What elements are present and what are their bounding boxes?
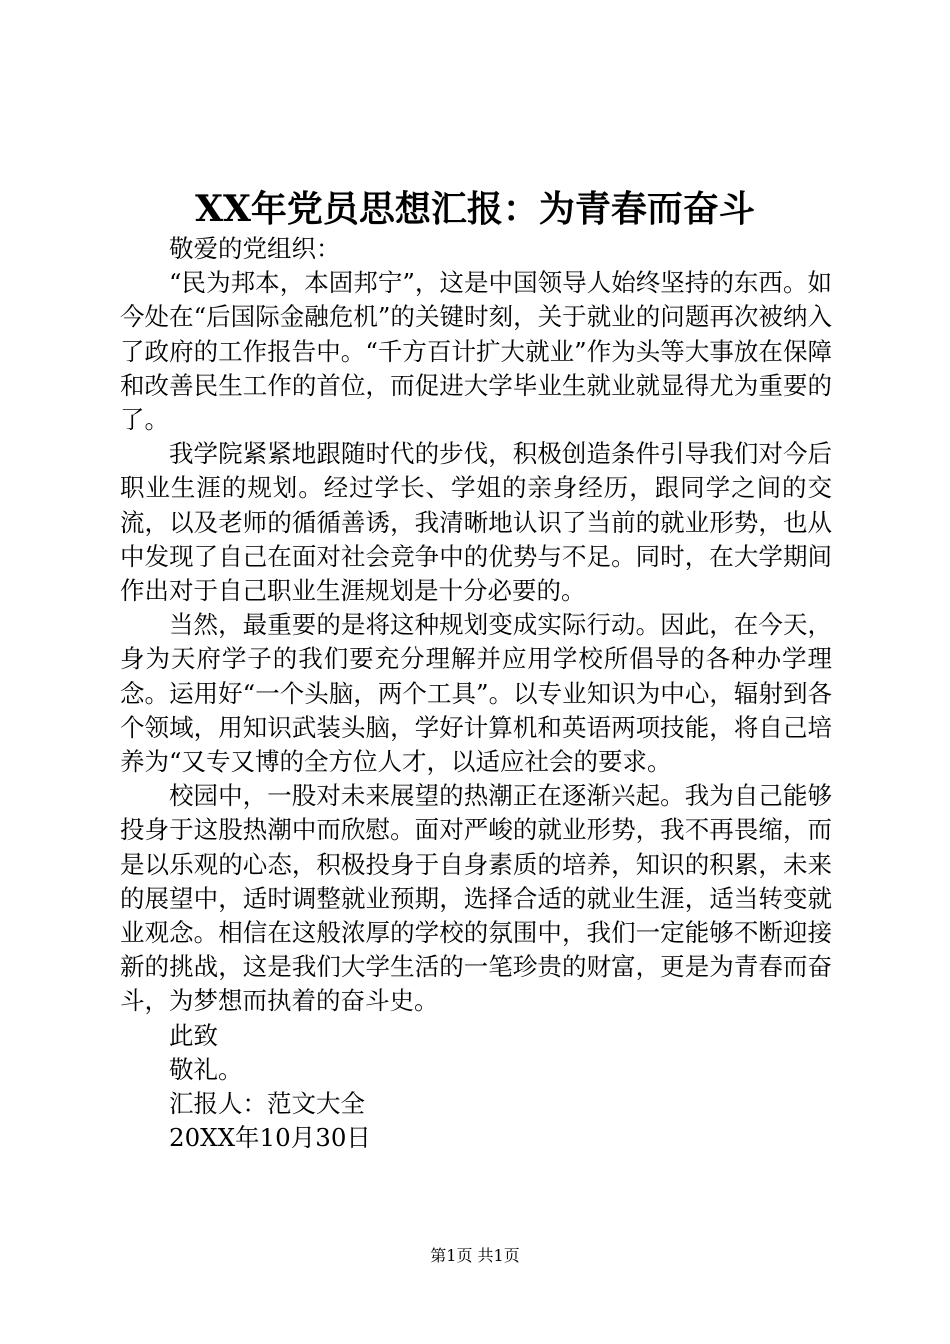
paragraph-1: “民为邦本，本固邦宁”，这是中国领导人始终坚持的东西。如今处在“后国际金融危机”的关键时刻，关于就业的问题再次被纳入了政府的工作报告中。“千方百计扩大就业”作为头等大事放在保障和改善民生工作的首位，而促进大学毕业生就业就显得尤为重要的了。 (120, 268, 832, 435)
salutation: 敬爱的党组织： (169, 234, 341, 263)
reporter-signature: 汇报人：范文大全 (169, 1089, 365, 1119)
closing-line-2: 敬礼。 (169, 1054, 243, 1084)
document-body (120, 232, 832, 1155)
paragraph-3: 当然，最重要的是将这种规划变成实际行动。因此，在今天，身为天府学子的我们要充分理解并应用学校所倡导的各种办学理念。运用好“一个头脑，两个工具”。以专业知识为中心，辐射到各个领域，用知识武装头脑，学好计算机和英语两项技能，将自己培养为“又专又博的全方位人才，以适应社会的要求。 (120, 610, 832, 777)
document-title: XX年党员思想汇报：为青春而奋斗 (195, 188, 755, 230)
report-date: 20XX年10月30日 (169, 1123, 371, 1153)
closing-line-1: 此致 (169, 1020, 218, 1050)
paragraph-2: 我学院紧紧地跟随时代的步伐，积极创造条件引导我们对今后职业生涯的规划。经过学长、学姐的亲身经历，跟同学之间的交流，以及老师的循循善诱，我清晰地认识了当前的就业形势，也从中发现了自己在面对社会竞争中的优势与不足。同时，在大学期间作出对于自己职业生涯规划是十分必要的。 (120, 439, 832, 606)
page-footer: 第1页 共1页 (430, 1246, 520, 1265)
paragraph-4: 校园中，一股对未来展望的热潮正在逐渐兴起。我为自己能够投身于这股热潮中而欣慰。面对严峻的就业形势，我不再畏缩，而是以乐观的心态，积极投身于自身素质的培养，知识的积累，未来的展望中，适时调整就业预期，选择合适的就业生涯，适当转变就业观念。相信在这般浓厚的学校的氛围中，我们一定能够不断迎接新的挑战，这是我们大学生活的一笔珍贵的财富，更是为青春而奋斗，为梦想而执着的奋斗史。 (120, 781, 832, 1016)
